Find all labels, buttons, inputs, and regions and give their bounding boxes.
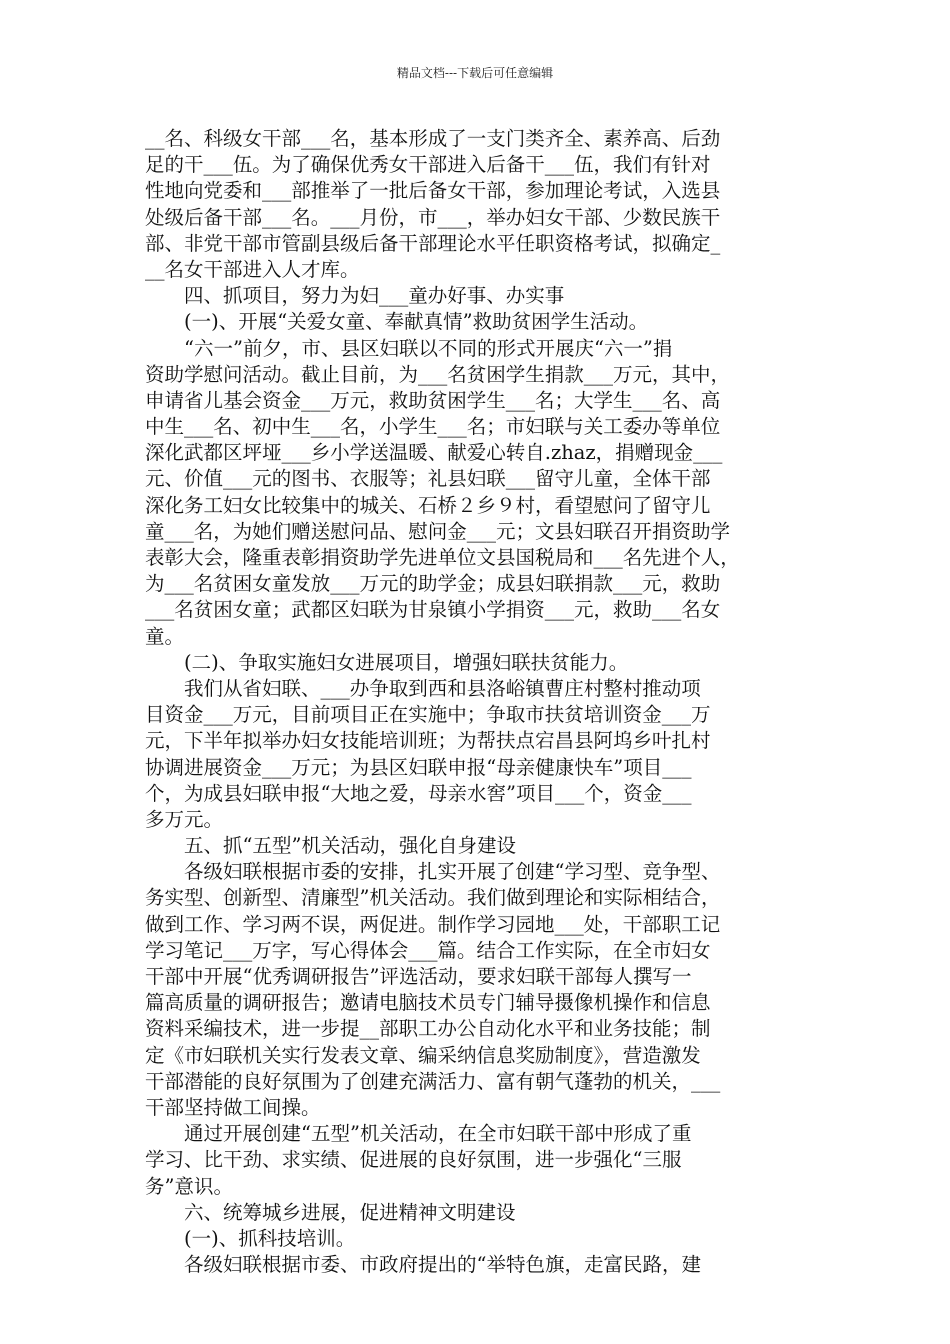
text-line: “六一”前夕，市、县区妇联以不同的形式开展庆“六一”捐 [145,336,673,360]
text-line: 我们从省妇联、___办争取到西和县洛峪镇曹庄村整村推动项 [145,676,701,700]
text-line: 童。 [145,624,185,648]
text-line: 务”意识。 [145,1174,233,1198]
text-line: 深化务工妇女比较集中的城关、石桥２乡９村，看望慰问了留守儿 [145,493,711,517]
text-line: 务实型、创新型、清廉型”机关活动。我们做到理论和实际相结合， [145,886,721,910]
section-heading: 五、抓“五型”机关活动，强化自身建设 [145,834,516,858]
text-line: 做到工作、学习两不误，两促进。制作学习园地___处，干部职工记 [145,912,721,936]
text-line: 多万元。 [145,807,224,831]
text-line: 目资金___万元，目前项目正在实施中；争取市扶贫培训资金___万 [145,703,711,727]
text-line: ___名贫困女童；武都区妇联为甘泉镇小学捐资___元，救助___名女 [145,598,721,622]
subsection-heading: (二)、争取实施妇女进展项目，增强妇联扶贫能力。 [145,650,629,674]
text-line: __名、科级女干部___名，基本形成了一支门类齐全、素养高、后劲 [145,127,721,150]
document-body [145,126,810,1278]
text-line: 篇高质量的调研报告；邀请电脑技术员专门辅导摄像机操作和信息 [145,991,711,1015]
text-line: 通过开展创建“五型”机关活动，在全市妇联干部中形成了重 [145,1122,692,1146]
text-line: 各级妇联根据市委、市政府提出的“举特色旗，走富民路，建 [145,1253,701,1277]
subsection-heading: (一)、抓科技培训。 [145,1226,356,1250]
section-heading: 四、抓项目，努力为妇___童办好事、办实事 [145,284,565,308]
text-line: 足的干___伍。为了确保优秀女干部进入后备干___伍，我们有针对 [145,153,711,177]
text-line: 为___名贫困女童发放___万元的助学金；成县妇联捐款___元，救助 [145,572,721,596]
text-line: 定《市妇联机关实行发表文章、编采纳信息奖励制度》，营造激发 [145,1043,701,1067]
text-line: 童___名，为她们赠送慰问品、慰问金___元；文县妇联召开捐资助学 [145,519,731,543]
text-line: 深化武都区坪垭___乡小学送温暖、献爱心转自.zhaz，捐赠现金___ [145,441,723,465]
text-line: 学习、比干劲、求实绩、促进展的良好氛围，进一步强化“三服 [145,1148,682,1172]
text-line: 资料采编技术，进一步提__部职工办公自动化水平和业务技能；制 [145,1017,711,1041]
text-line: 申请省儿基会资金___万元，救助贫困学生___名；大学生___名、高 [145,388,721,412]
text-line: 学习笔记___万字，写心得体会___篇。结合工作实际，在全市妇女 [145,938,711,962]
text-line: 个，为成县妇联申报“大地之爱，母亲水窖”项目___个，资金___ [145,781,692,805]
text-line: 元、价值___元的图书、衣服等；礼县妇联___留守儿童，全体干部 [145,467,711,491]
text-line: 性地向党委和___部推举了一批后备女干部，参加理论考试，入选县 [145,179,721,203]
text-line: 处级后备干部___名。___月份，市___，举办妇女干部、少数民族干 [145,205,721,229]
text-line: 元，下半年拟举办妇女技能培训班；为帮扶点宕昌县阿坞乡叶扎村 [145,729,711,753]
text-line: 各级妇联根据市委的安排，扎实开展了创建“学习型、竞争型、 [145,860,721,884]
text-line: 资助学慰问活动。截止目前，为___名贫困学生捐款___万元，其中， [145,362,731,386]
page-header: 精品文档---下载后可任意编辑 [396,66,554,80]
text-line: 干部坚持做工间操。 [145,1095,321,1119]
text-line: 干部中开展“优秀调研报告”评选活动，要求妇联干部每人撰写一 [145,965,692,988]
text-line: 表彰大会，隆重表彰捐资助学先进单位文县国税局和___名先进个人， [145,546,740,569]
text-line: 干部潜能的良好氛围为了创建充满活力、富有朝气蓬勃的机关，___ [145,1069,721,1093]
subsection-heading: (一)、开展“关爱女童、奉献真情”救助贫困学生活动。 [145,310,649,334]
text-line: 中生___名、初中生___名，小学生___名；市妇联与关工委办等单位 [145,415,721,439]
section-heading: 六、统筹城乡进展，促进精神文明建设 [145,1200,516,1224]
text-line: 协调进展资金___万元；为县区妇联申报“母亲健康快车”项目___ [145,755,692,779]
text-line: __名女干部进入人才库。 [145,257,360,281]
text-line: 部、非党干部市管副县级后备干部理论水平任职资格考试，拟确定_ [145,231,721,255]
